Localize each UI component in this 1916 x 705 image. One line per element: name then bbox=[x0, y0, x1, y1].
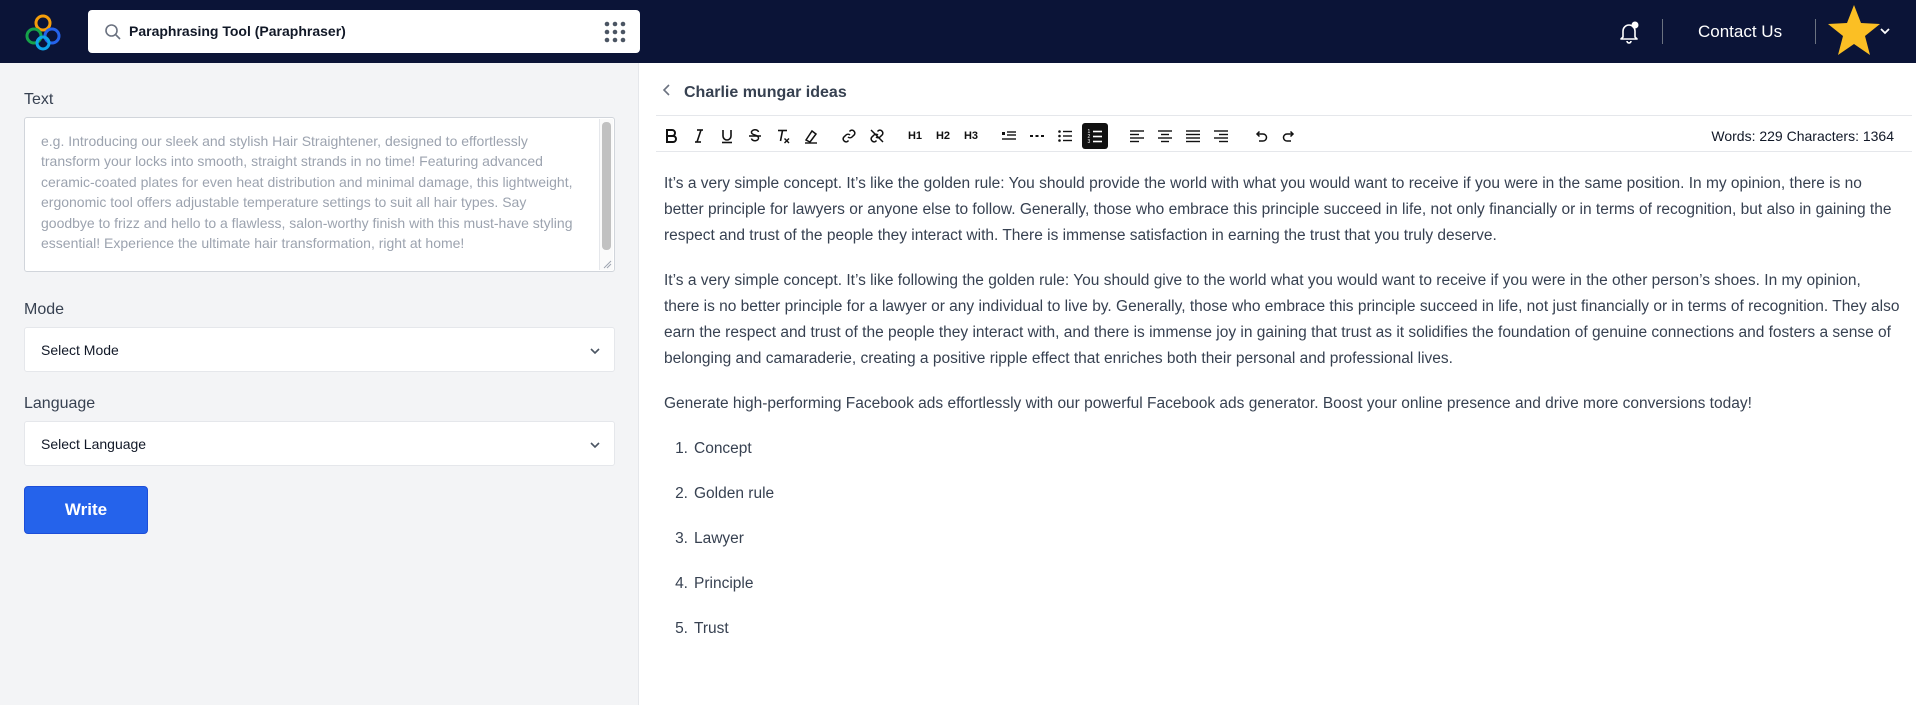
blockquote-icon[interactable] bbox=[998, 125, 1020, 147]
align-right-icon[interactable] bbox=[1210, 125, 1232, 147]
mode-label: Mode bbox=[24, 301, 65, 318]
mode-select[interactable] bbox=[24, 327, 615, 372]
mode-select-value: Select Mode bbox=[41, 342, 119, 358]
strikethrough-icon[interactable] bbox=[744, 125, 766, 147]
list-item bbox=[664, 481, 1900, 507]
scrollbar-thumb[interactable] bbox=[602, 122, 611, 250]
paragraph: Generate high-performing Facebook ads effortlessly with our powerful Facebook ads generator. Boost your online presence and drive more conversions today! bbox=[664, 395, 1752, 412]
ordered-list-icon[interactable] bbox=[1082, 123, 1108, 149]
divider bbox=[656, 115, 1912, 116]
divider bbox=[656, 151, 1912, 152]
divider bbox=[1815, 19, 1816, 44]
bullet-list-icon[interactable] bbox=[1054, 125, 1076, 147]
editor-content[interactable] bbox=[664, 171, 1900, 661]
list-number: 3. bbox=[675, 530, 688, 547]
italic-icon[interactable] bbox=[688, 125, 710, 147]
list-item-text: Golden rule bbox=[694, 485, 775, 502]
list-number: 2. bbox=[675, 485, 688, 502]
input-panel bbox=[0, 63, 639, 705]
svg-text:1: 1 bbox=[1087, 129, 1091, 135]
highlight-icon[interactable] bbox=[800, 125, 822, 147]
editor-toolbar bbox=[656, 120, 1912, 152]
align-center-icon[interactable] bbox=[1154, 125, 1176, 147]
clear-format-icon[interactable] bbox=[772, 125, 794, 147]
list-item-text: Concept bbox=[694, 440, 752, 457]
language-select-value: Select Language bbox=[41, 436, 147, 452]
list-number: 1. bbox=[675, 440, 688, 457]
underline-icon[interactable] bbox=[716, 125, 738, 147]
list-item bbox=[664, 616, 1900, 642]
list-item bbox=[664, 571, 1900, 597]
apps-grid-icon[interactable] bbox=[604, 21, 626, 43]
list-number: 5. bbox=[675, 620, 688, 637]
list-item-text: Trust bbox=[694, 620, 729, 637]
language-label: Language bbox=[24, 395, 96, 412]
paragraph: It’s a very simple concept. It’s like the golden rule: You should provide the world with what you would want to receive if you were in the same position. In my opinion, there is no better principle for lawyers or anyone else to follow. Generally, those who embrace this principle succeed in life, not only financially or in terms of recognition, but also in gaining the respect and trust of the people they interact with. There is immense satisfaction in earning the trust that you truly deserve. bbox=[664, 175, 1892, 244]
ordered-list bbox=[664, 436, 1900, 642]
divider bbox=[1662, 19, 1663, 44]
logo-icon[interactable] bbox=[22, 12, 64, 52]
list-number: 4. bbox=[675, 575, 688, 592]
chevron-down-icon[interactable] bbox=[1878, 24, 1892, 38]
text-label: Text bbox=[24, 91, 54, 108]
unlink-icon[interactable] bbox=[866, 125, 888, 147]
bold-icon[interactable] bbox=[660, 125, 682, 147]
avatar-star-icon[interactable] bbox=[1826, 3, 1882, 59]
language-select[interactable] bbox=[24, 421, 615, 466]
list-item bbox=[664, 526, 1900, 552]
write-button[interactable]: Write bbox=[24, 486, 148, 534]
editor-panel bbox=[640, 63, 1916, 705]
list-item bbox=[664, 436, 1900, 462]
svg-text:3: 3 bbox=[1087, 139, 1091, 144]
word-character-count: Words: 229 Characters: 1364 bbox=[1711, 128, 1894, 144]
list-item-text: Lawyer bbox=[694, 530, 744, 547]
text-input[interactable] bbox=[24, 117, 615, 272]
search-bar[interactable] bbox=[88, 10, 640, 53]
resize-handle-icon[interactable] bbox=[602, 259, 612, 269]
undo-icon[interactable] bbox=[1250, 125, 1272, 147]
heading3-icon[interactable]: H3 bbox=[963, 130, 979, 142]
paragraph: It’s a very simple concept. It’s like following the golden rule: You should give to the world what you would want to receive if you were in the other person’s shoes. In my opinion, there is no better principle for a lawyer or any individual to live by. Generally, those who embrace this principle succeed in life, not just financially or in terms of recognition. They also earn the respect and trust of the people they interact with, and there is immense joy in gaining that trust as it solidifies the foundation of genuine connections and fosters a sense of belonging and camaraderie, creating a positive ripple effect that enriches both their personal and professional lives. bbox=[664, 272, 1900, 367]
chevron-down-icon bbox=[588, 344, 602, 358]
text-placeholder: e.g. Introducing our sleek and stylish Hair Straightener, designed to effortlessly transform your locks into smooth, straight strands in no time! Featuring advanced ceramic-coated plates for even heat distribution and minimal damage, this lightweight, ergonomic tool offers adjustable temperature settings to suit all hair types. Say goodbye to frizz and hello to a flawless, salon-worthy finish with this must-have styling essential! Experience the ultimate hair transformation, right at home! bbox=[41, 133, 573, 252]
list-item-text: Principle bbox=[694, 575, 754, 592]
top-bar bbox=[0, 0, 1916, 63]
align-left-icon[interactable] bbox=[1126, 125, 1148, 147]
svg-text:2: 2 bbox=[1087, 134, 1091, 140]
horizontal-rule-icon[interactable] bbox=[1026, 125, 1048, 147]
heading2-icon[interactable]: H2 bbox=[935, 130, 951, 142]
contact-us-link[interactable]: Contact Us bbox=[1698, 22, 1783, 41]
link-icon[interactable] bbox=[838, 125, 860, 147]
heading1-icon[interactable]: H1 bbox=[907, 130, 923, 142]
align-justify-icon[interactable] bbox=[1182, 125, 1204, 147]
bell-icon[interactable] bbox=[1617, 20, 1641, 44]
document-title: Charlie mungar ideas bbox=[684, 84, 847, 101]
redo-icon[interactable] bbox=[1278, 125, 1300, 147]
back-chevron-icon[interactable] bbox=[660, 83, 674, 97]
search-icon bbox=[104, 23, 122, 41]
search-text: Paraphrasing Tool (Paraphraser) bbox=[129, 23, 346, 39]
chevron-down-icon bbox=[588, 438, 602, 452]
